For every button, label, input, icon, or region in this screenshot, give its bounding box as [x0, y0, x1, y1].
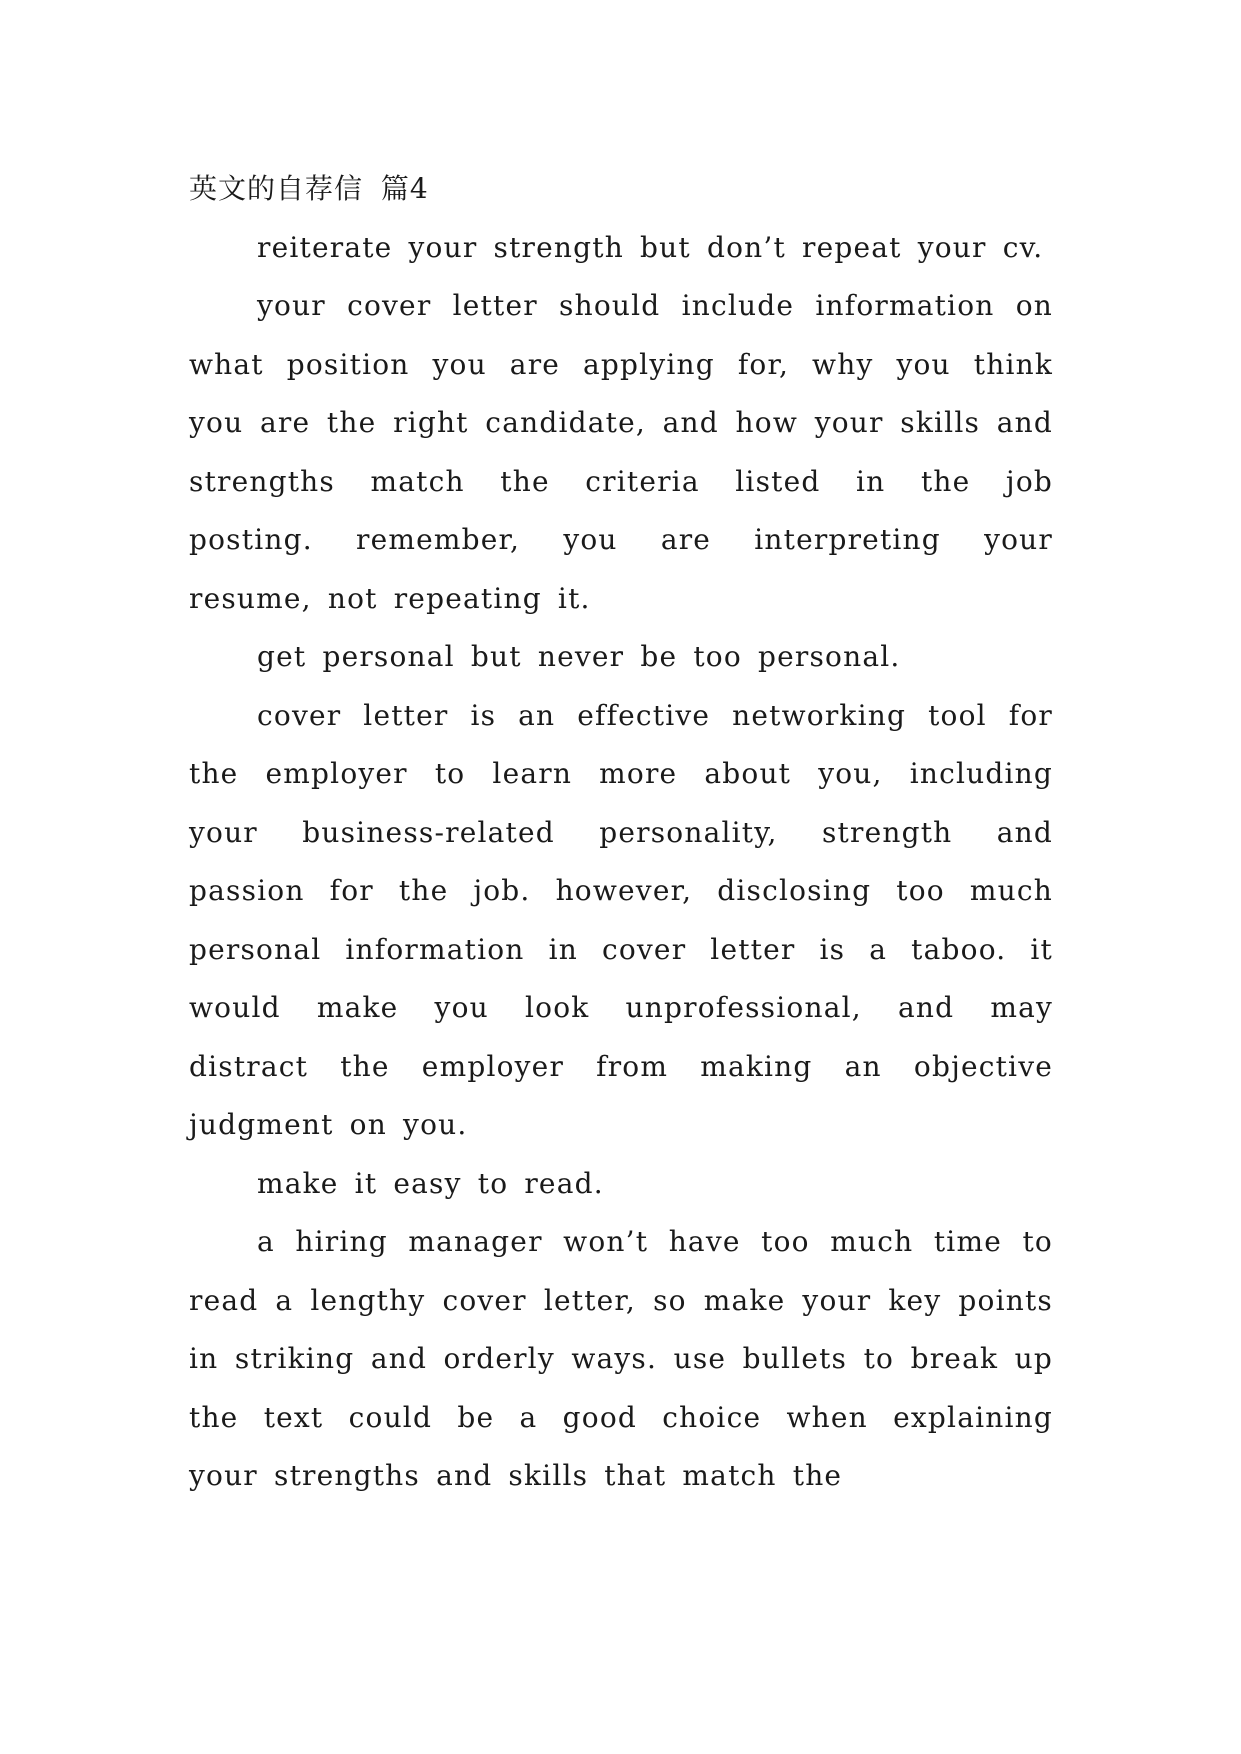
paragraph-easy-to-read: make it easy to read. [257, 1166, 604, 1200]
paragraph-networking-tool: cover letter is an effective networking tool for the employer to learn more about you, including your business-related personality, strength and passion for the job. however, disclosing too much personal information in cover letter is a taboo. it would make you look unprofessional, and may distract the employer from making an objective judgment on you. [189, 698, 1053, 1141]
paragraph-hiring-manager: a hiring manager won’t have too much time to read a lengthy cover letter, so make your key points in striking and orderly ways. use bullets to break up the text could be a good choice when explaining your strengths and skills that match the [189, 1225, 1053, 1492]
paragraph-reiterate-strength: reiterate your strength but don’t repeat your cv. [257, 230, 1044, 264]
paragraph-get-personal: get personal but never be too personal. [257, 640, 901, 673]
paragraph-cover-letter-content: your cover letter should include information on what position you are applying for, why you think you are the right candidate, and how your skills and strengths match the criteria listed in the job posting. remember, you are interpreting your resume, not repeating it. [189, 289, 1053, 615]
document-body [189, 160, 1053, 1506]
document-title: 英文的自荐信 篇4 [189, 172, 429, 205]
